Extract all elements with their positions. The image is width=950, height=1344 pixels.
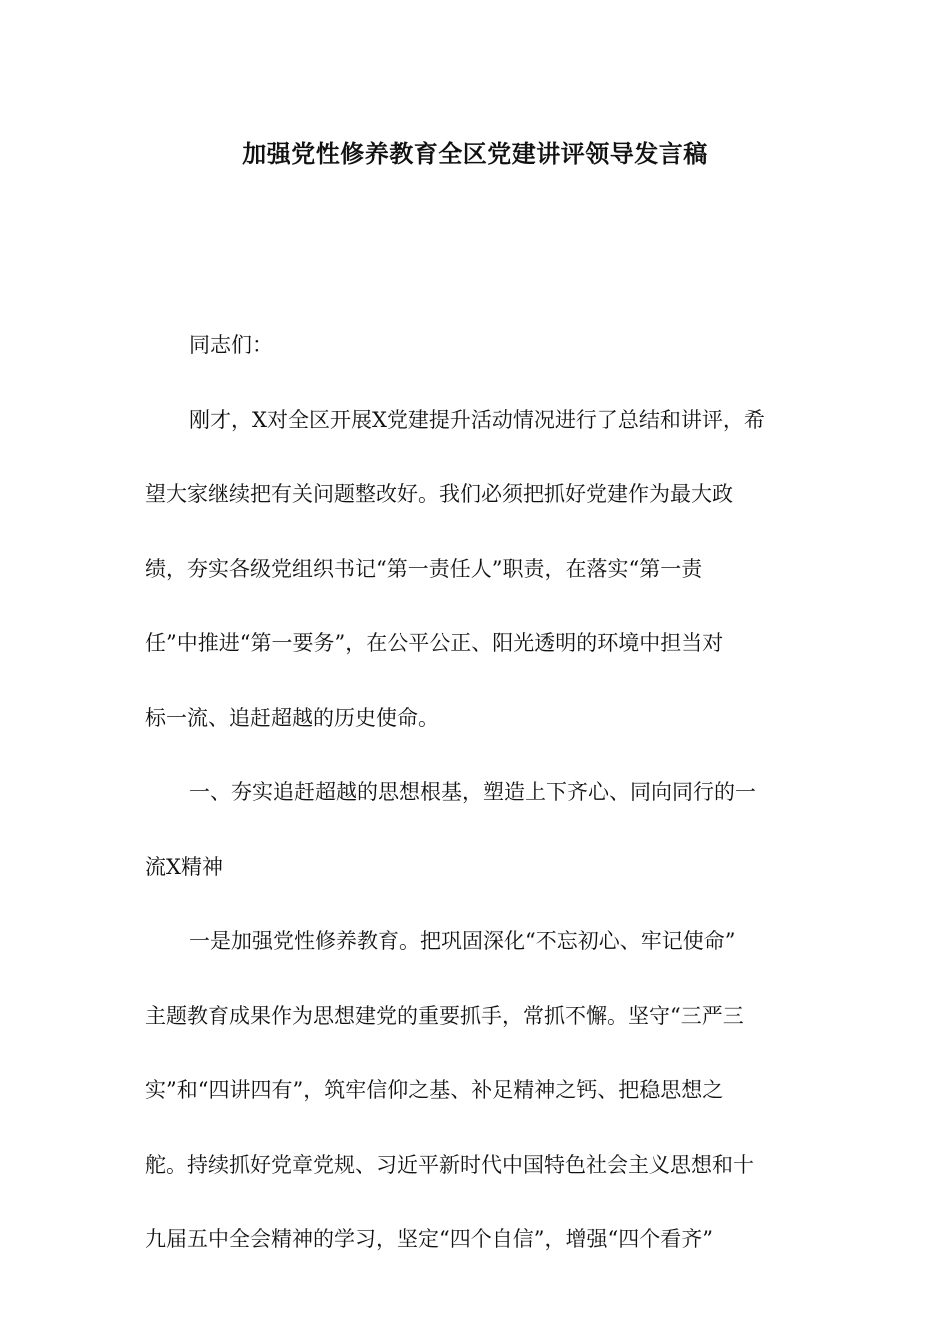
section-heading-line-2: 流X精神: [145, 854, 223, 879]
paragraph-2-line-5: 九届五中全会精神的学习，坚定“四个自信”，增强“四个看齐”: [145, 1227, 713, 1251]
paragraph-2-line-3: 实”和“四讲四有”，筑牢信仰之基、补足精神之钙、把稳思想之: [145, 1078, 724, 1102]
paragraph-1-line-4: 任”中推进“第一要务”，在公平公正、阳光透明的环境中担当对: [145, 631, 724, 655]
paragraph-1-line-3: 绩，夯实各级党组织书记“第一责任人”职责，在落实“第一责: [145, 556, 703, 581]
document-body: [145, 308, 805, 1277]
paragraph-2-line-1: 一是加强党性修养教育。把巩固深化“不忘初心、牢记使命”: [189, 929, 736, 953]
document-title: 加强党性修养教育全区党建讲评领导发言稿: [242, 139, 708, 168]
paragraph-1-line-2: 望大家继续把有关问题整改好。我们必须把抓好党建作为最大政: [145, 482, 733, 506]
paragraph-1-line-1: 刚才，X对全区开展X党建提升活动情况进行了总结和讲评，希: [189, 407, 765, 432]
salutation-line: 同志们：: [189, 333, 273, 357]
paragraph-2-line-4: 舵。持续抓好党章党规、习近平新时代中国特色社会主义思想和十: [145, 1152, 754, 1177]
section-heading-line-1: 一、夯实追赶超越的思想根基，塑造上下齐心、同向同行的一: [189, 780, 756, 804]
paragraph-2-line-2: 主题教育成果作为思想建党的重要抓手，常抓不懈。坚守“三严三: [145, 1003, 744, 1028]
paragraph-1-line-5: 标一流、追赶超越的历史使命。: [145, 705, 439, 730]
